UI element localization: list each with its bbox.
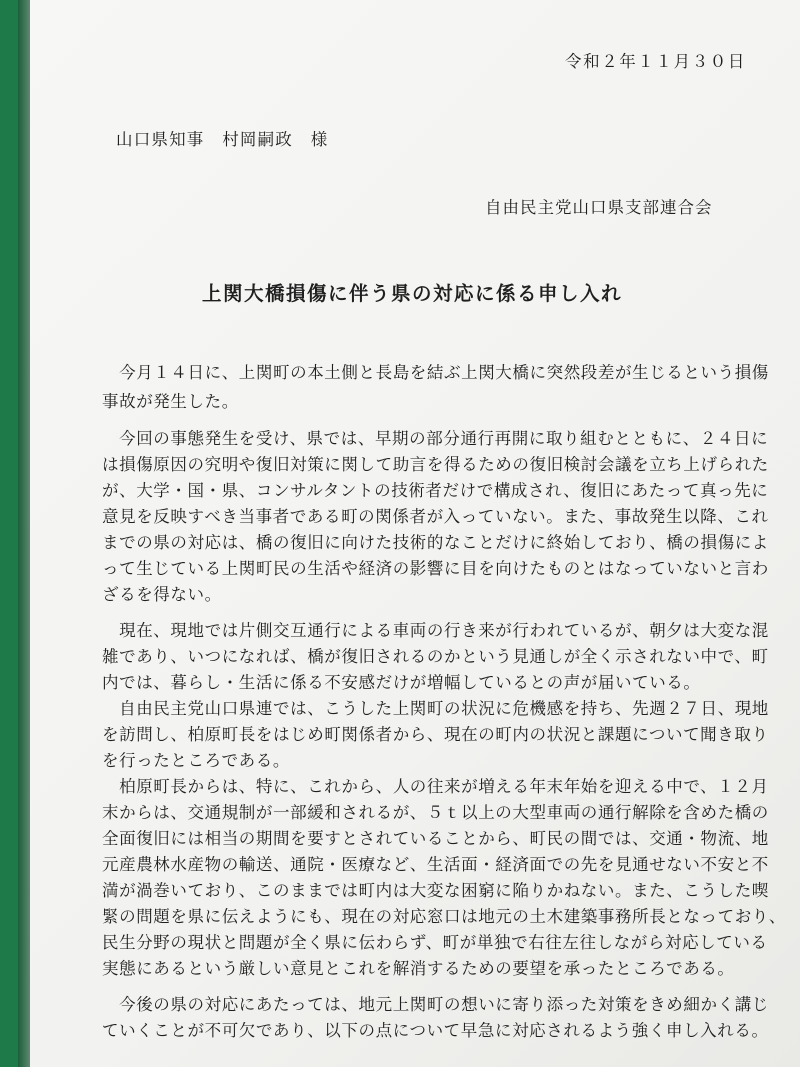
body-line: 雑であり、いつになれば、橋が復旧されるのかという見通しが全く示されない中で、町 (102, 647, 769, 666)
body-line: 今回の事態発生を受け、県では、早期の部分通行再開に取り組むとともに、２４日に (102, 429, 769, 448)
body-line: 柏原町長からは、特に、これから、人の往来が増える年末年始を迎える中で、１２月 (102, 777, 769, 796)
recipient-line: 山口県知事 村岡嗣政 様 (116, 130, 329, 149)
body-line: 元産農林水産物の輸送、通院・医療など、生活面・経済面での先を見通せない不安と不 (102, 855, 769, 874)
body-line: 今後の県の対応にあたっては、地元上関町の想いに寄り添った対策をきめ細かく講じ (102, 995, 769, 1014)
body-line: 実態にあるという厳しい意見とこれを解消するための要望を承ったところである。 (102, 959, 735, 978)
body-line: 今月１４日に、上関町の本土側と長島を結ぶ上関大橋に突然段差が生じるという損傷 (102, 363, 769, 382)
body-line: 民生分野の現状と問題が全く県に伝わらず、町が単独で右往左往しながら対応している (102, 933, 768, 952)
body-line: 全面復旧には相当の期間を要すとされていることから、町民の間では、交通・物流、地 (102, 829, 769, 848)
document-title: 上関大橋損傷に伴う県の対応に係る申し入れ (202, 282, 623, 305)
body-line: を訪問し、柏原町長をはじめ町関係者から、現在の町内の状況と課題について聞き取り (102, 725, 769, 744)
body-line: 内では、暮らし・生活に係る不安感だけが増幅しているとの声が届いている。 (102, 673, 701, 692)
body-line: は損傷原因の究明や復旧対策に関して助言を得るための復旧検討会議を立ち上げられた (102, 455, 769, 474)
body-line: 自由民主党山口県連では、こうした上関町の状況に危機感を持ち、先週２７日、現地 (102, 699, 769, 718)
document-page (30, 0, 800, 1067)
body-line: 意見を反映すべき当事者である町の関係者が入っていない。また、事故発生以降、これ (102, 507, 769, 526)
body-line: 満が渦巻いており、このままでは町内は大変な困窮に陥りかねない。また、こうした喫 (102, 881, 769, 900)
body-line: って生じている上関町民の生活や経済の影響に目を向けたものとはなっていないと言わ (102, 559, 769, 578)
body-line: が、大学・国・県、コンサルタントの技術者だけで構成され、復旧にあたって真っ先に (102, 481, 769, 500)
body-line: 緊の問題を県に伝えようにも、現在の対応窓口は地元の土木建築事務所長となっており、 (102, 907, 786, 926)
body-line: 末からは、交通規制が一部緩和されるが、５ｔ以上の大型車両の通行解除を含めた橋の (102, 803, 769, 822)
body-line: ざるを得ない。 (102, 585, 222, 604)
document-date: 令和２年１１月３０日 (565, 52, 746, 71)
body-line: までの県の対応は、橋の復旧に向けた技術的なことだけに終始しており、橋の損傷によ (102, 533, 769, 552)
body-line: 事故が発生した。 (102, 392, 239, 411)
body-line: を行ったところである。 (102, 751, 290, 770)
sender-organization: 自由民主党山口県支部連合会 (485, 198, 713, 217)
body-line: ていくことが不可欠であり、以下の点について早急に対応されるよう強く申し入れる。 (102, 1021, 769, 1040)
body-line: 現在、現地では片側交互通行による車両の行き来が行われているが、朝夕は大変な混 (102, 621, 769, 640)
